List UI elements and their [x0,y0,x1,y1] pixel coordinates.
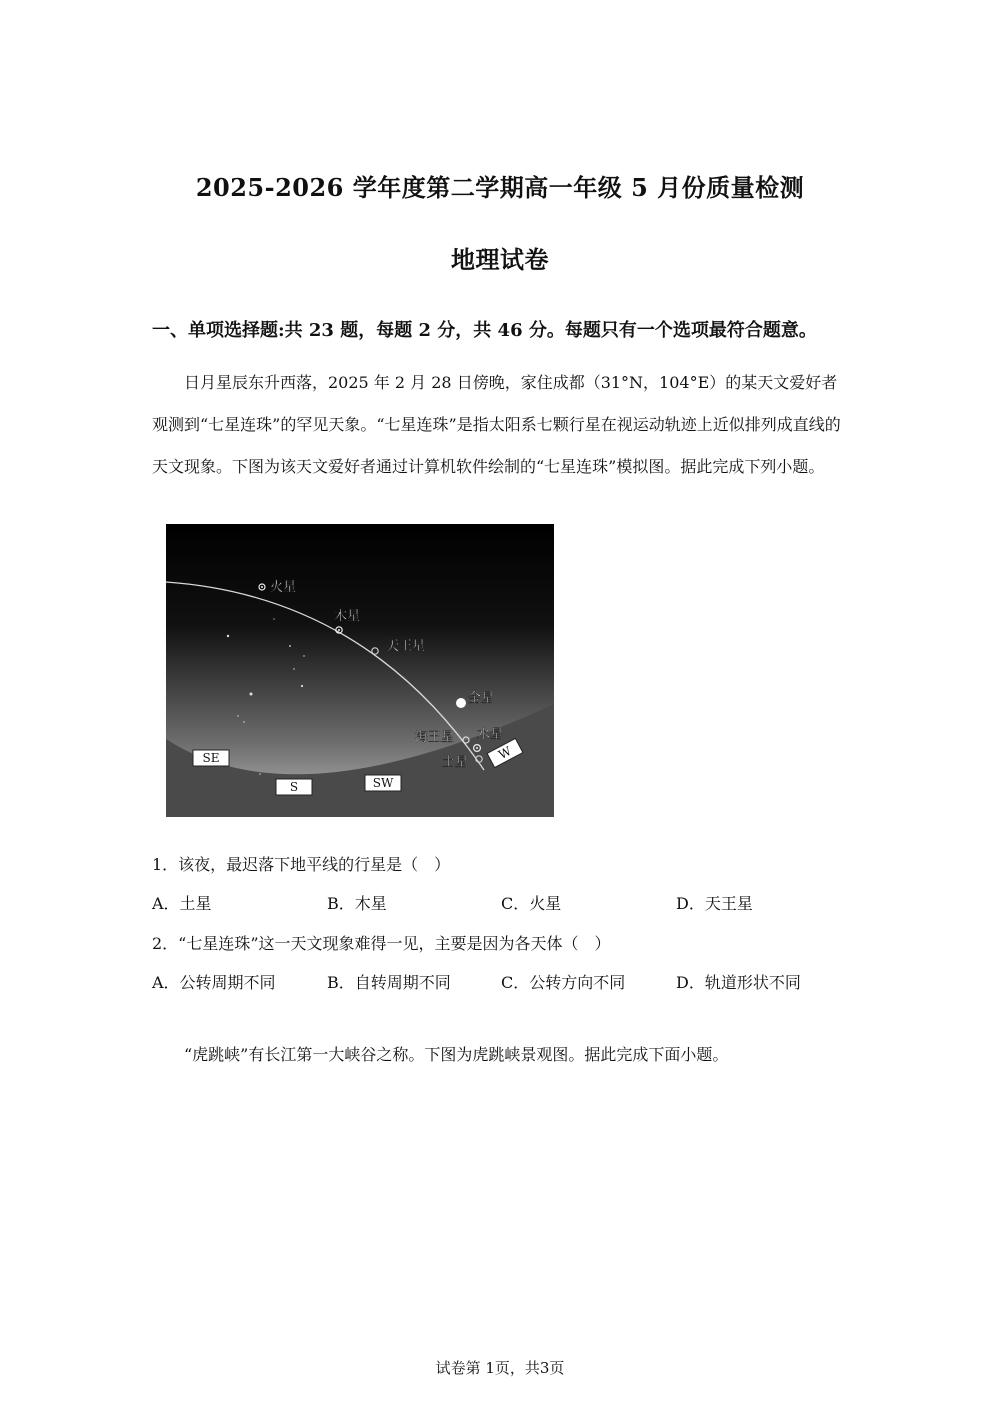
question-2-option-a: A．公转周期不同 [152,973,276,992]
question-2-options [152,970,852,994]
exam-subject-title: 地理试卷 [451,245,549,274]
question-2-option-d: D．轨道形状不同 [676,973,801,992]
question-1-options [152,891,852,915]
uranus-label: 天王星 [386,639,426,654]
question-1-stem: 1．该夜，最迟落下地平线的行星是（ ） [152,855,451,874]
direction-w-label: W [496,743,514,763]
saturn-label: 土星 [442,755,469,770]
direction-sw-label: SW [372,776,394,790]
mercury-label: 水星 [477,727,504,742]
venus-label: 金星 [468,691,495,706]
direction-se-label: SE [202,751,220,765]
direction-sw-box [365,775,401,791]
question-1-option-d: D．天王星 [676,894,753,913]
question-2-stem: 2．“七星连珠”这一天文现象难得一见，主要是因为各天体（ ） [152,934,611,953]
passage-tiger-leaping-gorge: “虎跳峡”有长江第一大峡谷之称。下图为虎跳峡景观图。据此完成下面小题。 [184,1045,729,1064]
venus-marker [456,698,466,708]
exam-title: 2025-2026 学年度第二学期高一年级 5 月份质量检测 [195,173,805,202]
jupiter-label: 木星 [334,609,361,624]
section-heading: 一、单项选择题:共 23 题，每题 2 分，共 46 分。每题只有一个选项最符合题意。 [152,320,817,341]
direction-s-box [276,779,312,795]
question-2-option-c: C．公转方向不同 [501,973,626,992]
direction-se-box [193,750,229,766]
question-1-option-c: C．火星 [501,894,562,913]
question-2-option-b: B．自转周期不同 [327,973,451,992]
passage-seven-planets: 日月星辰东升西落，2025 年 2 月 28 日傍晚，家住成都（31°N，104°E）的某天文爱好者观测到“七星连珠”的罕见天象。“七星连珠”是指太阳系七颗行星在视运动轨迹上近似排列成直线的天文现象。下图为该天文爱好者通过计算机软件绘制的“七星连珠”模拟图。据此完成下列小题。 [152,373,841,476]
neptune-label: 海王星 [415,730,455,745]
mars-label: 火星 [270,580,297,595]
direction-s-label: S [289,780,299,794]
question-1-option-a: A．土星 [152,894,212,913]
page-footer: 试卷第 1页，共3页 [435,1359,565,1377]
question-1-option-b: B．木星 [327,894,387,913]
sky-simulation-image [166,524,554,817]
seven-planets-alignment-figure [166,524,554,817]
